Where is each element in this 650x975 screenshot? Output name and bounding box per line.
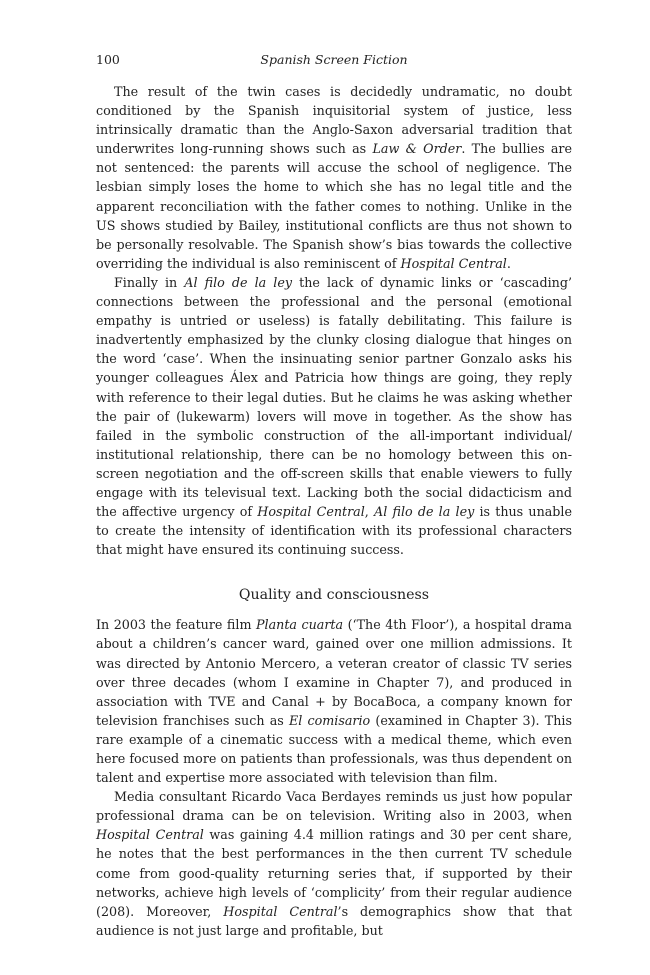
book-page [96,52,572,940]
paragraph-planta-cuarta: In 2003 the feature film Planta cuarta (‘The 4th Floor’), a hospital drama about a children’s cancer ward, gained over one million admissions. It was directed by Antonio Mercero, a veteran creator of classic TV series over three decades (whom I examine in Chapter 7), and produced in association with TVE and Canal + by BocaBoca, a company known for television franchises such as El comisario (examined in Chapter 3). This rare example of a cinematic success with a medical theme, which even here focused more on patients than professionals, was thus dependent on talent and expertise more associated with television than film. [96,617,572,786]
page-number: 100 [96,52,120,67]
section-heading: Quality and consciousness [238,587,430,604]
running-title: Spanish Screen Fiction [260,52,408,67]
paragraph-twin-cases: The result of the twin cases is decidedly undramatic, no doubt conditioned by the Spanish inquisitorial system of justice, less intrinsically dramatic than the Anglo-Saxon adversarial tradition that underwrites long-running shows such as Law & Order. The bullies are not sentenced: the parents will accuse the school of negligence. The lesbian simply loses the home to which she has no legal title and the apparent reconciliation with the father comes to nothing. Unlike in the US shows studied by Bailey, institutional conflicts are thus not shown to be personally resolvable. The Spanish show’s bias towards the collective overriding the individual is also reminiscent of Hospital Central. [96,84,572,271]
paragraph-media-consultant: Media consultant Ricardo Vaca Berdayes reminds us just how popular professional drama can be on television. Writing also in 2003, when Hospital Central was gaining 4.4 million ratings and 30 per cent share, he notes that the best performances in the then current TV schedule come from good-quality returning series that, if supported by their networks, achieve high levels of ‘complicity’ from their regular audience (208). Moreover, Hospital Central’s demographics show that that audience is not just large and profitable, but [96,789,572,938]
running-head [96,52,572,72]
paragraph-al-filo: Finally in Al filo de la ley the lack of dynamic links or ‘cascading’ connections between the professional and the personal (emotional empathy is untried or useless) is fatally debilitating. This failure is inadvertently emphasized by the clunky closing dialogue that hinges on the word ‘case’. When the insinuating senior partner Gonzalo asks his younger colleagues Álex and Patricia how things are going, they reply with reference to their legal duties. But he claims he was asking whether the pair of (lukewarm) lovers will move in together. As the show has failed in the symbolic construction of the all-important individual/ institutional relationship, there can be no homology between this on-screen negotiation and the off-screen skills that enable viewers to fully engage with its televisual text. Lacking both the social didacticism and the affective urgency of Hospital Central, Al filo de la ley is thus unable to create the intensity of identification with its professional characters that might have ensured its continuing success. [96,274,572,558]
